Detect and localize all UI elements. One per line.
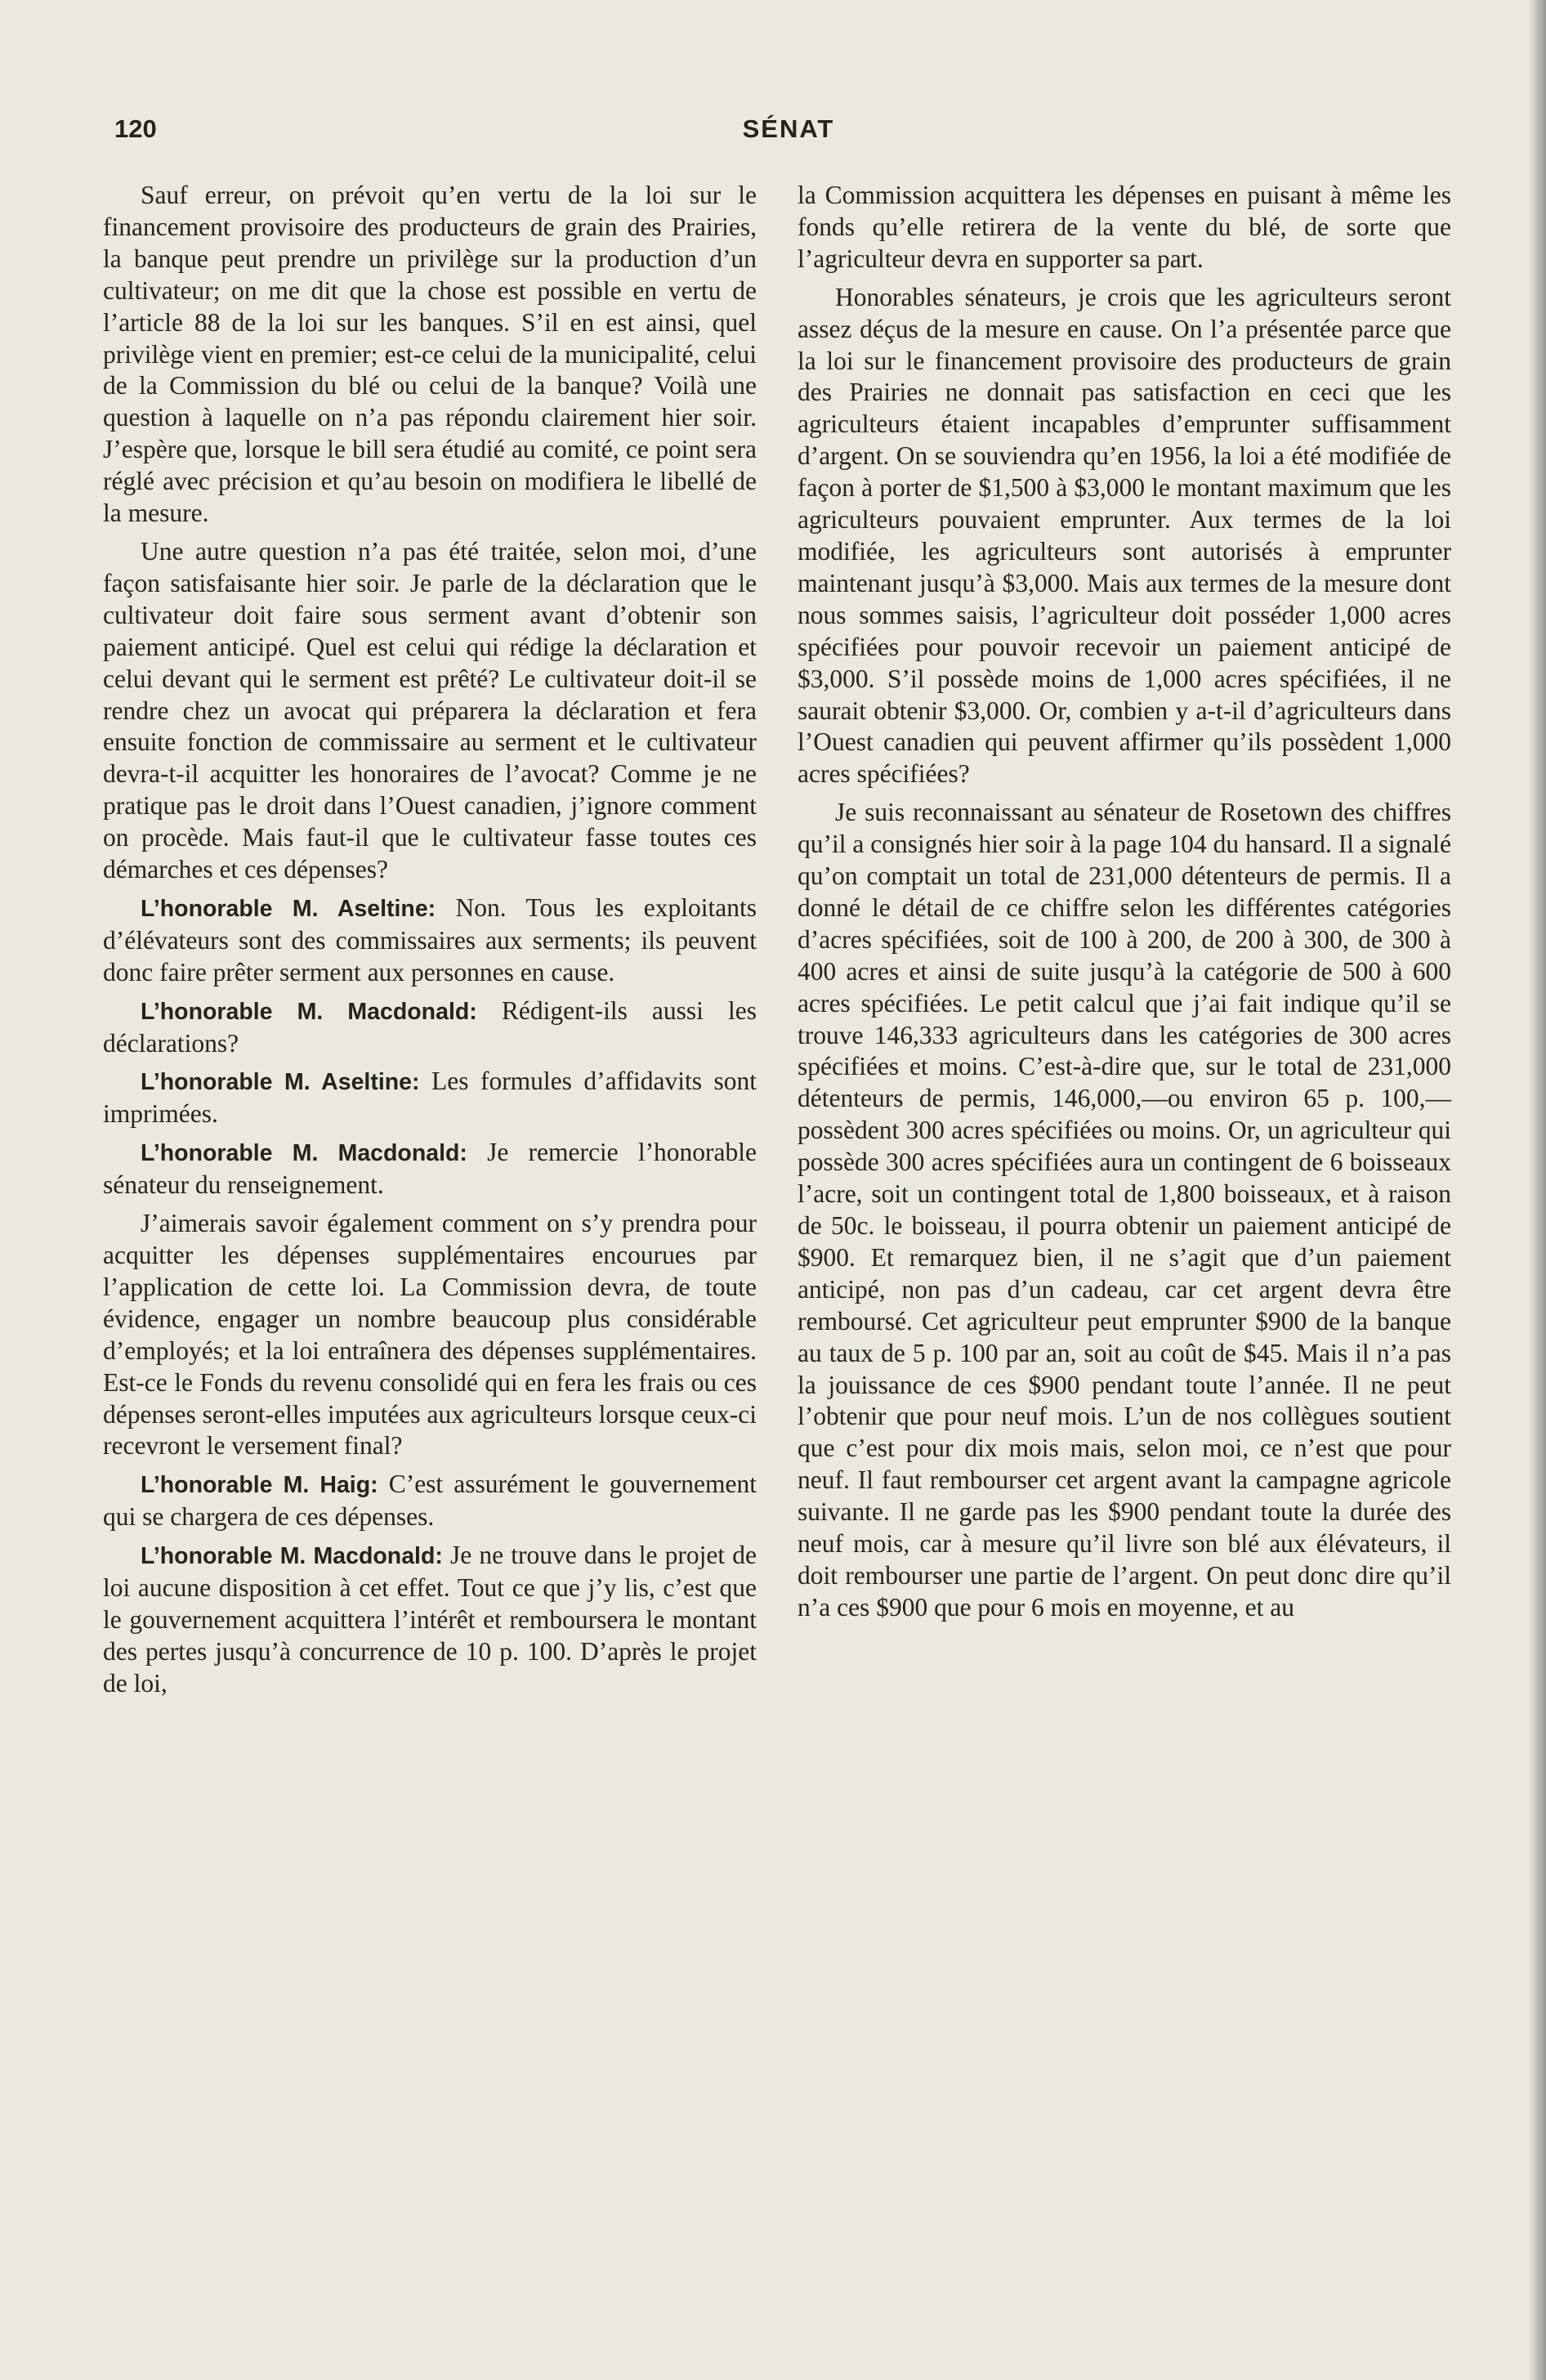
paragraph-text: J’aimerais savoir également comment on s’y prendra pour acquitter les dépenses supplémentaires encourues par l’application de cette loi. La Commission devra, de toute évidence, engager un nombre beaucoup plus considérable d’employés; et la loi entraînera des dépenses supplémentaires. Est-ce le Fonds du revenu consolidé qui en fera les frais ou ces dépenses seront-elles imputées aux agriculteurs lorsque ceux-ci recevront le versement final? (103, 1209, 757, 1461)
right-column (798, 180, 1451, 1631)
paragraph-text: Honorables sénateurs, je crois que les agriculteurs seront assez déçus de la mesure en cause. On l’a présentée parce que la loi sur le financement provisoire des producteurs de grain des Prairies ne donnait pas satisfaction en ceci que les agriculteurs étaient incapables d’emprunter suffisamment d’argent. On se souviendra qu’en 1956, la loi a été modifiée de façon à porter de $1,500 à $3,000 le montant maximum que les agriculteurs pouvaient emprunter. Aux termes de la loi modifiée, les agriculteurs sont autorisés à emprunter maintenant jusqu’à $3,000. Mais aux termes de la mesure dont nous sommes saisis, l’agriculteur doit posséder 1,000 acres spécifiées pour pouvoir recevoir un paiement anticipé de $3,000. S’il possède moins de 1,000 acres spécifiées, il ne saurait obtenir $3,000. Or, combien y a-t-il d’agriculteurs dans l’Ouest canadien qui peuvent affirmer qu’ils possèdent 1,000 acres spécifiées? (798, 282, 1451, 789)
paragraph (103, 1469, 757, 1533)
paragraph (103, 1540, 757, 1700)
paragraph (103, 180, 757, 530)
paragraph-text: la Commission acquittera les dépenses en puisant à même les fonds qu’elle retirera de la vente du blé, de sorte que l’agriculteur devra en supporter sa part. (798, 181, 1451, 273)
running-head: SÉNAT (742, 114, 835, 143)
paragraph (103, 1137, 757, 1201)
paragraph (798, 180, 1451, 275)
paragraph-text: Je suis reconnaissant au sénateur de Rosetown des chiffres qu’il a consignés hier soir à la page 104 du hansard. Il a signalé qu’on comptait un total de 231,000 détenteurs de permis. Il a donné le détail de ce chiffre selon les différentes catégories d’acres spécifiées, soit de 100 à 200, de 200 à 300, de 300 à 400 acres et ainsi de suite jusqu’à la catégorie de 500 à 600 acres spécifiées. Le petit calcul que j’ai fait indique qu’il se trouve 146,333 agriculteurs dans les catégories de 300 acres spécifiées et moins. C’est-à-dire que, sur le total de 231,000 détenteurs de permis, 146,000,—ou environ 65 p. 100,—possèdent 300 acres spécifiées ou moins. Or, un agriculteur qui possède 300 acres spécifiées aura un contingent de 6 boisseaux l’acre, soit un contingent total de 1,800 boisseaux, et à raison de 50c. le boisseau, il pourra obtenir un paiement anticipé de $900. Et remarquez bien, il ne s’agit que d’un paiement anticipé, non pas d’un cadeau, car cet argent devra être remboursé. Cet agriculteur peut emprunter $900 de la banque au taux de 5 p. 100 par an, soit au coût de $45. Mais il n’a pas la jouissance de ces $900 pendant toute l’année. Il ne peut l’obtenir que pour neuf mois. L’un de nos collègues soutient que c’est pour dix mois mais, selon moi, ce n’est que pour neuf. Il faut rembourser cet argent avant la campagne agricole suivante. Il ne garde pas les $900 pendant toute la durée des neuf mois, car à mesure qu’il livre son blé aux élévateurs, il doit rembourser une partie de l’argent. On peut donc dire qu’il n’a ces $900 que pour 6 mois en moyenne, et au (798, 798, 1451, 1622)
speaker-name: L’honorable M. Macdonald: (141, 1543, 443, 1570)
page-edge-shadow (1528, 0, 1546, 2380)
paragraph (798, 797, 1451, 1624)
paragraph (103, 1208, 757, 1462)
speaker-name: L’honorable M. Haig: (141, 1472, 378, 1499)
paragraph-text: C’est assurément le gouvernement qui se chargera de ces dépenses. (103, 1470, 757, 1532)
page-number: 120 (114, 114, 157, 143)
speaker-name: L’honorable M. Macdonald: (141, 1140, 467, 1167)
paragraph-text: Les formules d’affidavits sont imprimées. (103, 1067, 757, 1129)
paragraph (798, 282, 1451, 791)
speaker-name: L’honorable M. Aseltine: (141, 1069, 420, 1096)
paragraph-text: Une autre question n’a pas été traitée, selon moi, d’une façon satisfaisante hier soir. Je parle de la déclaration que le cultivateur doit faire sous serment avant d’obtenir son paiement anticipé. Quel est celui qui rédige la déclaration et celui devant qui le serment est prêté? Le cultivateur doit-il se rendre chez un avocat qui préparera la déclaration et fera ensuite fonction de commissaire au serment et le cultivateur devra-t-il acquitter les honoraires de l’avocat? Comme je ne pratique pas le droit dans l’Ouest canadien, j’ignore comment on procède. Mais faut-il que le cultivateur fasse toutes ces démarches et ces dépenses? (103, 536, 757, 884)
left-column (103, 180, 757, 1707)
paragraph-text: Rédigent-ils aussi les déclarations? (103, 995, 757, 1058)
page-header (114, 114, 1463, 155)
paragraph (103, 892, 757, 989)
paragraph-text: Je remercie l’honorable sénateur du renseignement. (103, 1138, 757, 1200)
speaker-name: L’honorable M. Macdonald: (141, 998, 477, 1025)
paragraph-text: Je ne trouve dans le projet de loi aucune disposition à cet effet. Tout ce que j’y lis, c’est que le gouvernement acquittera l’intérêt et remboursera le montant des pertes jusqu’à concurrence de 10 p. 100. D’après le projet de loi, (103, 1541, 757, 1698)
paragraph (103, 1066, 757, 1130)
paragraph-text: Sauf erreur, on prévoit qu’en vertu de la loi sur le financement provisoire des producteurs de grain des Prairies, la banque peut prendre un privilège sur la production d’un cultivateur; on me dit que la chose est possible en vertu de l’article 88 de la loi sur les banques. S’il en est ainsi, quel privilège vient en premier; est-ce celui de la municipalité, celui de la Commission du blé ou celui de la banque? Voilà une question à laquelle on n’a pas répondu clairement hier soir. J’espère que, lorsque le bill sera étudié au comité, ce point sera réglé avec précision et qu’au besoin on modifiera le libellé de la mesure. (103, 181, 757, 528)
paragraph (103, 536, 757, 886)
speaker-name: L’honorable M. Aseltine: (141, 895, 436, 922)
paragraph-text: Non. Tous les exploitants d’élévateurs sont des commissaires aux serments; ils peuvent donc faire prêter serment aux personnes en cause. (103, 892, 757, 986)
paragraph (103, 995, 757, 1060)
